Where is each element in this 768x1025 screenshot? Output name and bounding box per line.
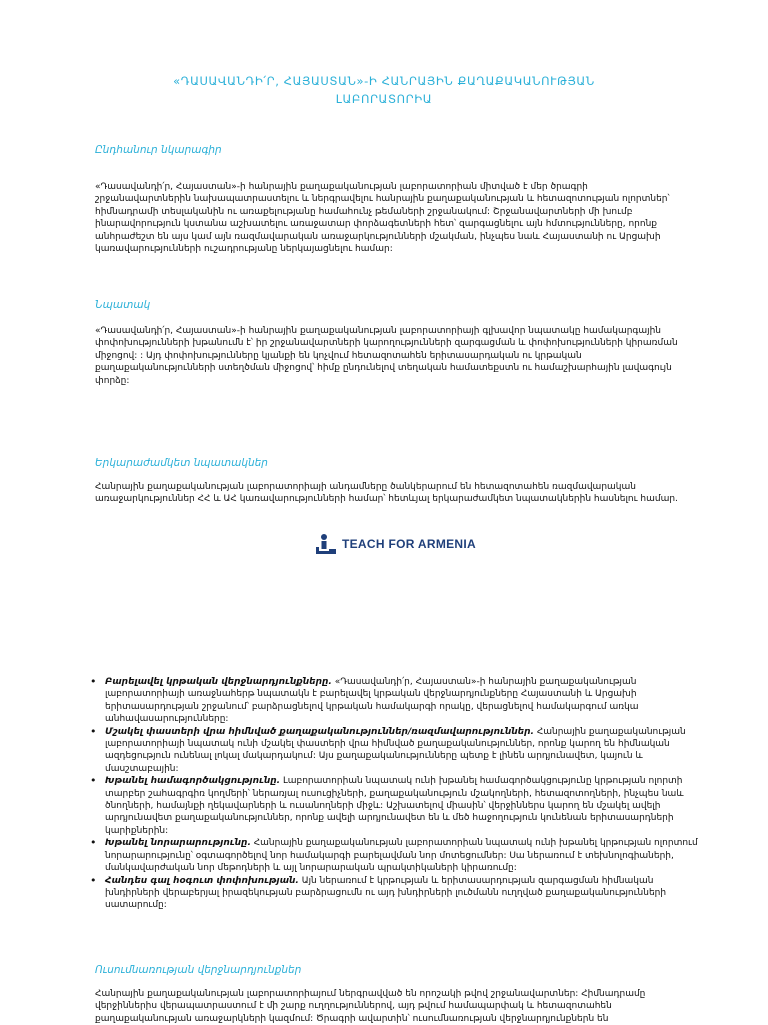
bullet-dot: • (90, 836, 97, 850)
page-title-line-2: ԼԱԲՈՐԱՏՈՐԻԱ (335, 92, 433, 106)
list-item (88, 875, 698, 912)
overview-heading: Ընդհանուր նկարագիր (95, 144, 222, 156)
list-item-term: Մշակել փաստերի վրա հիմնված քաղաքականություններ/ռազմավարություններ. (105, 726, 534, 737)
learning-outcomes-paragraph: Հանրային քաղաքականության լաբորատորիայում ներգրավված են որոշակի թվով շրջանավարտներ: Հիմնադրամը վերջիններիս վերապատրաստում է մի շարք ուղղություններով, այդ թվում համապարփակ և հետազոտահեն քաղաքականության առաջարկների կազմում: Ծրագրի ավարտին՝ ուսումնառության վերջնարդյունքներն են (95, 989, 646, 1024)
learning-outcomes-heading: Ուսումնառության վերջնարդյունքներ (95, 964, 302, 976)
list-item-term: Խթանել նորարարությունը. (105, 838, 251, 849)
list-item-text: Հանրային քաղաքականության լաբորատորիայի նպատակ ունի մշակել փաստերի վրա հիմնված քաղաքականություններ, որոնք կարող են հիմնական ազդեցություն ունենալ լոկալ մակարդակում: Այս քաղաքականությունները պետք է լինեն արդյունավետ, կայուն և մասշտաբային: (105, 726, 686, 774)
bullet-dot: • (90, 724, 97, 738)
list-item-text: Լաբորատորիան նպատակ ունի խթանել համագործակցությունը կրթության ոլորտի տարբեր շահագրգիռ կողմերի՝ ներառյալ ուսուցիչների, քաղաքականություն մշակողների, հետազոտողների, ինչպես նաև ծնողների, համայնքի ղեկավարների և ուսանողների միջև: Աշխատելով միասին՝ վերջիններս կարող են մշակել ավելի արդյունավետ քաղաքականություններ, որոնք ավելի արդյունավետ են և մեծ հաջողություն կունենան երիտասարդների կարիքներին: (105, 776, 684, 836)
long-term-goals-heading: Երկարաժամկետ նպատակներ (95, 457, 268, 469)
list-item-text: Հանրային քաղաքականության լաբորատորիան նպատակ ունի խթանել կրթության ոլորտում նորարարությունը՝ օգտագործելով նոր համակարգի բարելավման նոր մոտեցումներ: Սա ներառում է տեխնոլոգիաների, մանկավարժական նոր մեթոդների և այլ նորարարական պրակտիկաների կիրառումը: (105, 838, 698, 874)
goal-paragraph: «Դասավանդի՛ր, Հայաստան»-ի հանրային քաղաքականության լաբորատորիայի գլխավոր նպատակը համակարգային փոփոխությունների խթանումն է՝ իր շրջանավարտների կարողությունների զարգացման և փոփոխությունների կիրառման միջոցով: : Այդ փոփոխությունները կյանքի են կոչվում հետազոտահեն երիտասարդական ու կրթական քաղաքականությունների ստեղծման միջոցով՝ հիմք ընդունելով տեղական համատեքստն ու համաշխարհային լավագույն փորձը: (95, 326, 678, 386)
list-item (88, 837, 698, 874)
teach-for-armenia-logo-icon (315, 533, 337, 555)
bullet-dot: • (90, 675, 97, 688)
long-term-goals-list (88, 676, 698, 912)
page-title-line-1: «ԴԱՍԱՎԱՆԴԻ՛Ր, ՀԱՅԱՍՏԱՆ»-Ի ՀԱՆՐԱՅԻՆ ՔԱՂԱՔԱԿԱՆՈՒԹՅԱՆ (173, 74, 595, 88)
bullet-dot: • (90, 774, 97, 788)
list-item-term: Խթանել համագործակցությունը. (105, 776, 281, 787)
list-item-text: Այն ներառում է կրթության և երիտասարդության զարգացման հիմնական խնդիրների վերաբերյալ իրազեկության բարձրացումն ու այդ խնդիրների լուծմանն ուղղված քաղաքականությունների սատարումը: (105, 875, 667, 911)
list-item-text: «Դասավանդի՛ր, Հայաստան»-ի հանրային քաղաքականության լաբորատորիայի առաջնահերթ նպատակն է բարելավել կրթական վերջնարդյունքները Հայաստանի և Արցախի երիտասարդության շրջանում՝ բարձրացնելով կրթական համակարգի որակը, վերացնելով համակարգում առկա անհավասարությունները: (105, 677, 639, 725)
goal-heading: Նպատակ (95, 299, 151, 311)
list-item (88, 676, 698, 726)
list-item (88, 775, 698, 837)
bullet-dot: • (90, 873, 97, 887)
overview-paragraph: «Դասավանդի՛ր, Հայաստան»-ի հանրային քաղաքականության լաբորատորիան միտված է մեր ծրագրի շրջանավարտներին նախապատրաստելու և ներգրավելու հանրային քաղաքականության և հետազոտության ոլորտներ՝ հիմնադրամի տեսլականին ու առաքելությանը համահունչ թեմաների շրջանակում: Շրջանավարտների մի խումբ ինարավորություն կստանա աշխատելու առաջատար փորձագետների հետ՝ զարգացնելու այն հմտությունները, որոնք անհրաժեշտ են այս կամ այն ռազմավարական առաջարկությունների մշակման, ինչպես նաև Հայաստանի ու Արցախի կառավարությունների ուշադրությանը ներկայացնելու համար: (95, 182, 670, 255)
teach-for-armenia-logo (315, 533, 476, 555)
long-term-goals-paragraph: Հանրային քաղաքականության լաբորատորիայի անդամները ծանկերարում են հետազոտահեն ռազմավարական առաջարկություններ ՀՀ և ԱՀ կառավարությունների համար՝ հետևյալ երկարաժամկետ նպատակներին հասնելու համար. (95, 482, 678, 505)
list-item (88, 726, 698, 776)
page-title (110, 72, 658, 108)
teach-for-armenia-logo-text: TEACH FOR ARMENIA (342, 537, 476, 551)
list-item-term: Բարելավել կրթական վերջնարդյունքները. (105, 677, 332, 687)
list-item-term: Հանդես գալ հօգուտ փոփոխության. (105, 875, 299, 886)
